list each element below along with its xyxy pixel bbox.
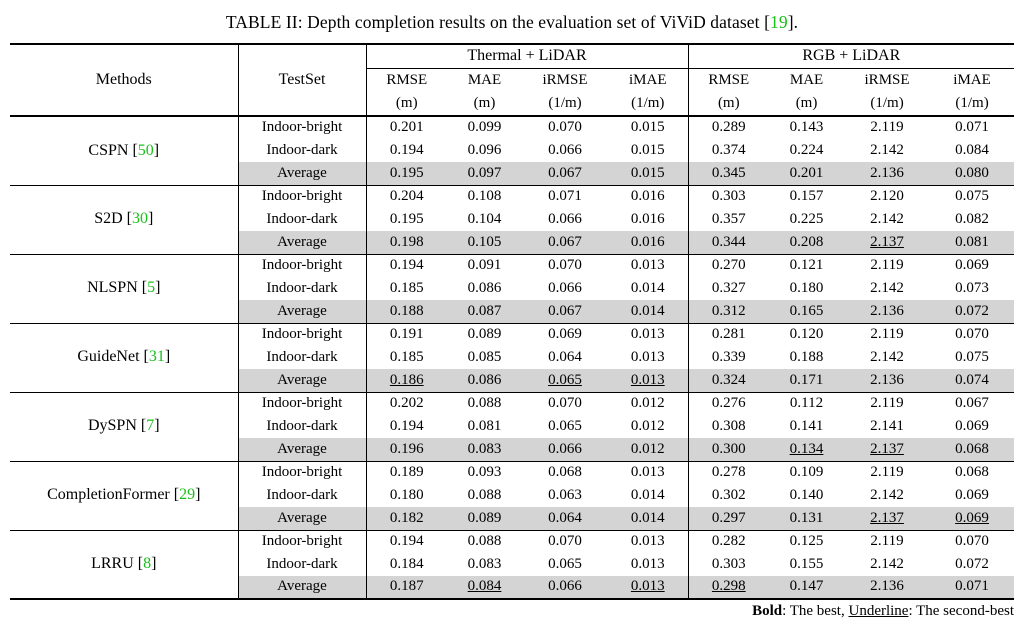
metric-value: 2.119 [870, 257, 904, 274]
table-row [10, 323, 1014, 346]
header-unit-1: (m) [447, 92, 522, 116]
caption-prefix: TABLE II: Depth completion results on the evaluation set of ViViD dataset [ [225, 12, 770, 32]
metric-value: 0.191 [389, 326, 424, 343]
method-citation: 8 [143, 555, 152, 573]
metric-value: 0.066 [522, 438, 608, 461]
header-metric-7: iMAE [953, 71, 991, 88]
testset-name: Indoor-dark [238, 346, 366, 369]
header-group-rgb: RGB + LiDAR [688, 44, 1014, 68]
metric-value: 0.064 [548, 348, 582, 365]
metric-value: 0.015 [608, 162, 688, 185]
metric-value: 0.070 [548, 119, 582, 136]
caption-citation: 19 [770, 12, 788, 32]
method-label: S2D [94, 210, 123, 228]
metric-value: 0.013 [608, 530, 688, 553]
method-name: CompletionFormer [29] [10, 461, 238, 530]
method-citation: 31 [148, 348, 165, 366]
metric-value: 0.013 [608, 553, 688, 576]
method-label: CompletionFormer [47, 486, 170, 504]
metric-value: 0.069 [930, 507, 1014, 530]
header-unit-7: (1/m) [930, 92, 1014, 116]
metric-value: 0.067 [522, 300, 608, 323]
metric-value: 0.013 [608, 369, 688, 392]
metric-value: 0.194 [389, 257, 424, 274]
header-metric-6: iRMSE [864, 71, 910, 88]
metric-value: 0.202 [389, 395, 424, 412]
metric-value: 0.188 [366, 300, 447, 323]
method-label: GuideNet [77, 348, 140, 366]
metric-value: 0.180 [389, 486, 424, 503]
metric-value: 0.012 [608, 415, 688, 438]
metric-value: 0.064 [522, 507, 608, 530]
metric-value: 0.084 [447, 576, 522, 599]
testset-name: Indoor-dark [238, 415, 366, 438]
metric-value: 0.276 [711, 395, 746, 412]
metric-value: 0.088 [467, 395, 502, 412]
metric-value: 0.072 [955, 555, 989, 572]
metric-value: 0.074 [930, 369, 1014, 392]
metric-value: 2.136 [844, 300, 930, 323]
metric-value: 0.105 [447, 231, 522, 254]
metric-value: 0.109 [789, 464, 824, 481]
metric-value: 0.339 [711, 348, 746, 365]
metric-value: 0.069 [955, 417, 989, 434]
metric-value: 0.068 [955, 464, 989, 481]
metric-value: 0.066 [548, 210, 582, 227]
metric-value: 0.081 [930, 231, 1014, 254]
metric-value: 0.182 [366, 507, 447, 530]
testset-name: Indoor-dark [238, 484, 366, 507]
metric-value: 0.014 [608, 484, 688, 507]
table-footnote [10, 603, 1014, 620]
header-unit-6: (1/m) [844, 92, 930, 116]
metric-value: 0.071 [955, 119, 989, 136]
testset-name: Indoor-bright [238, 185, 366, 208]
metric-value: 0.270 [711, 257, 746, 274]
metric-value: 0.070 [955, 326, 989, 343]
metric-value: 0.185 [389, 348, 424, 365]
metric-value: 0.066 [522, 576, 608, 599]
metric-value: 2.119 [870, 119, 904, 136]
metric-value: 0.016 [608, 185, 688, 208]
metric-value: 0.080 [930, 162, 1014, 185]
testset-name: Indoor-dark [238, 553, 366, 576]
metric-value: 2.137 [844, 438, 930, 461]
header-unit-2: (1/m) [522, 92, 608, 116]
metric-value: 0.131 [769, 507, 844, 530]
metric-value: 2.141 [870, 417, 904, 434]
metric-value: 0.188 [789, 348, 824, 365]
header-unit-0: (m) [366, 92, 447, 116]
metric-value: 0.281 [711, 326, 746, 343]
metric-value: 0.344 [688, 231, 769, 254]
metric-value: 2.142 [870, 348, 904, 365]
footnote-underline-text: : The second-best [908, 603, 1014, 619]
testset-name: Average [238, 507, 366, 530]
testset-name: Indoor-bright [238, 530, 366, 553]
metric-value: 0.014 [608, 300, 688, 323]
metric-value: 0.012 [608, 438, 688, 461]
testset-name: Indoor-bright [238, 254, 366, 277]
caption-suffix: ]. [787, 12, 799, 32]
method-label: NLSPN [87, 279, 138, 297]
metric-value: 0.303 [711, 555, 746, 572]
metric-value: 0.289 [711, 119, 746, 136]
metric-value: 0.084 [955, 141, 989, 158]
method-citation: 5 [147, 279, 156, 297]
table-caption [10, 12, 1014, 33]
footnote-underline-label: Underline [848, 603, 909, 619]
header-metric-4: RMSE [708, 71, 750, 88]
testset-name: Average [238, 300, 366, 323]
metric-value: 2.120 [870, 188, 904, 205]
metric-value: 0.099 [467, 119, 502, 136]
metric-value: 0.140 [789, 486, 824, 503]
testset-name: Average [238, 231, 366, 254]
method-name: LRRU [8] [10, 530, 238, 599]
metric-value: 0.069 [955, 257, 989, 274]
metric-value: 2.136 [844, 162, 930, 185]
header-metric-1: MAE [467, 71, 502, 88]
testset-name: Indoor-bright [238, 392, 366, 415]
metric-value: 0.327 [711, 279, 746, 296]
metric-value: 0.075 [955, 188, 989, 205]
metric-value: 0.180 [789, 279, 824, 296]
testset-name: Indoor-dark [238, 277, 366, 300]
method-citation: 29 [179, 486, 196, 504]
metric-value: 0.297 [688, 507, 769, 530]
metric-value: 0.081 [467, 417, 502, 434]
metric-value: 0.120 [789, 326, 824, 343]
metric-value: 0.070 [955, 533, 989, 550]
metric-value: 0.134 [769, 438, 844, 461]
metric-value: 0.302 [711, 486, 746, 503]
metric-value: 0.324 [688, 369, 769, 392]
metric-value: 0.194 [389, 417, 424, 434]
metric-value: 0.308 [711, 417, 746, 434]
method-name: GuideNet [31] [10, 323, 238, 392]
metric-value: 0.063 [548, 486, 582, 503]
results-table [10, 43, 1014, 600]
metric-value: 2.137 [844, 231, 930, 254]
table-row [10, 185, 1014, 208]
metric-value: 0.125 [789, 533, 824, 550]
testset-name: Indoor-dark [238, 139, 366, 162]
metric-value: 0.070 [548, 395, 582, 412]
testset-name: Indoor-bright [238, 116, 366, 139]
metric-value: 0.300 [688, 438, 769, 461]
metric-value: 0.147 [769, 576, 844, 599]
metric-value: 0.013 [608, 254, 688, 277]
testset-name: Average [238, 162, 366, 185]
metric-value: 0.089 [447, 507, 522, 530]
metric-value: 0.112 [789, 395, 824, 412]
metric-value: 2.119 [870, 464, 904, 481]
metric-value: 0.201 [389, 119, 424, 136]
metric-value: 0.013 [608, 576, 688, 599]
metric-value: 2.142 [870, 141, 904, 158]
metric-value: 0.066 [548, 141, 582, 158]
footnote-bold-label: Bold [752, 603, 783, 619]
metric-value: 0.194 [389, 141, 424, 158]
metric-value: 0.013 [608, 346, 688, 369]
metric-value: 2.142 [870, 486, 904, 503]
metric-value: 0.155 [789, 555, 824, 572]
metric-value: 2.136 [844, 369, 930, 392]
testset-name: Indoor-dark [238, 208, 366, 231]
header-metric-5: MAE [789, 71, 824, 88]
metric-value: 0.065 [548, 555, 582, 572]
metric-value: 0.013 [608, 323, 688, 346]
metric-value: 0.070 [548, 533, 582, 550]
metric-value: 0.075 [955, 348, 989, 365]
metric-value: 0.073 [955, 279, 989, 296]
metric-value: 0.282 [711, 533, 746, 550]
testset-name: Indoor-bright [238, 461, 366, 484]
metric-value: 0.015 [608, 139, 688, 162]
header-metric-3: iMAE [608, 68, 688, 92]
metric-value: 0.066 [548, 279, 582, 296]
metric-value: 0.189 [389, 464, 424, 481]
method-citation: 50 [137, 141, 154, 159]
metric-value: 0.083 [467, 555, 502, 572]
metric-value: 0.087 [447, 300, 522, 323]
metric-value: 0.121 [789, 257, 824, 274]
header-group-row [10, 44, 1014, 68]
header-testset: TestSet [238, 44, 366, 116]
metric-value: 2.119 [870, 395, 904, 412]
metric-value: 0.171 [769, 369, 844, 392]
metric-value: 0.065 [522, 369, 608, 392]
metric-value: 0.185 [389, 279, 424, 296]
metric-value: 0.196 [366, 438, 447, 461]
metric-value: 0.374 [711, 141, 746, 158]
metric-value: 0.157 [789, 188, 824, 205]
metric-value: 0.014 [608, 507, 688, 530]
metric-value: 0.357 [711, 210, 746, 227]
header-unit-3: (1/m) [608, 92, 688, 116]
testset-name: Indoor-bright [238, 323, 366, 346]
metric-value: 0.085 [467, 348, 502, 365]
metric-value: 0.096 [467, 141, 502, 158]
metric-value: 0.072 [930, 300, 1014, 323]
metric-value: 0.198 [366, 231, 447, 254]
table-row [10, 530, 1014, 553]
metric-value: 0.015 [608, 116, 688, 139]
testset-name: Average [238, 369, 366, 392]
method-name: CSPN [50] [10, 116, 238, 185]
metric-value: 0.194 [389, 533, 424, 550]
metric-value: 0.195 [389, 210, 424, 227]
metric-value: 0.208 [769, 231, 844, 254]
method-name: NLSPN [5] [10, 254, 238, 323]
metric-value: 0.143 [789, 119, 824, 136]
method-name: S2D [30] [10, 185, 238, 254]
method-citation: 30 [131, 210, 148, 228]
header-metric-0: RMSE [386, 71, 428, 88]
table-row [10, 392, 1014, 415]
metric-value: 0.224 [789, 141, 824, 158]
metric-value: 0.201 [769, 162, 844, 185]
header-metric-2: iRMSE [542, 71, 588, 88]
metric-value: 0.104 [467, 210, 502, 227]
metric-value: 0.345 [688, 162, 769, 185]
metric-value: 0.067 [522, 231, 608, 254]
metric-value: 0.088 [467, 486, 502, 503]
metric-value: 0.016 [608, 231, 688, 254]
metric-value: 0.165 [769, 300, 844, 323]
testset-name: Average [238, 576, 366, 599]
metric-value: 0.187 [366, 576, 447, 599]
header-unit-4: (m) [688, 92, 769, 116]
metric-value: 0.082 [955, 210, 989, 227]
metric-value: 0.071 [930, 576, 1014, 599]
metric-value: 0.068 [548, 464, 582, 481]
metric-value: 0.069 [548, 326, 582, 343]
footnote-bold-text: : The best, [782, 603, 849, 619]
metric-value: 0.065 [548, 417, 582, 434]
metric-value: 2.119 [870, 533, 904, 550]
metric-value: 2.142 [870, 210, 904, 227]
metric-value: 0.091 [467, 257, 502, 274]
method-name: DySPN [7] [10, 392, 238, 461]
metric-value: 0.186 [366, 369, 447, 392]
metric-value: 0.312 [688, 300, 769, 323]
metric-value: 0.086 [467, 279, 502, 296]
metric-value: 0.184 [389, 555, 424, 572]
method-label: DySPN [87, 417, 137, 435]
metric-value: 0.086 [447, 369, 522, 392]
header-group-thermal: Thermal + LiDAR [366, 44, 688, 68]
header-unit-5: (m) [769, 92, 844, 116]
metric-value: 0.070 [548, 257, 582, 274]
metric-value: 0.108 [467, 188, 502, 205]
method-label: LRRU [91, 555, 134, 573]
method-citation: 7 [146, 417, 155, 435]
metric-value: 0.016 [608, 208, 688, 231]
metric-value: 0.089 [467, 326, 502, 343]
metric-value: 0.298 [688, 576, 769, 599]
metric-value: 0.204 [389, 188, 424, 205]
metric-value: 2.142 [870, 279, 904, 296]
header-methods: Methods [10, 44, 238, 116]
metric-value: 2.137 [844, 507, 930, 530]
metric-value: 0.013 [608, 461, 688, 484]
table-row [10, 116, 1014, 139]
metric-value: 0.071 [548, 188, 582, 205]
metric-value: 2.119 [870, 326, 904, 343]
metric-value: 0.141 [789, 417, 824, 434]
metric-value: 0.093 [467, 464, 502, 481]
metric-value: 0.097 [447, 162, 522, 185]
metric-value: 0.083 [447, 438, 522, 461]
table-row [10, 461, 1014, 484]
metric-value: 2.142 [870, 555, 904, 572]
metric-value: 0.303 [711, 188, 746, 205]
method-label: CSPN [88, 141, 129, 159]
metric-value: 2.136 [844, 576, 930, 599]
table-row [10, 254, 1014, 277]
metric-value: 0.067 [955, 395, 989, 412]
metric-value: 0.225 [789, 210, 824, 227]
metric-value: 0.068 [930, 438, 1014, 461]
metric-value: 0.278 [711, 464, 746, 481]
metric-value: 0.014 [608, 277, 688, 300]
testset-name: Average [238, 438, 366, 461]
metric-value: 0.088 [467, 533, 502, 550]
metric-value: 0.069 [955, 486, 989, 503]
metric-value: 0.067 [522, 162, 608, 185]
metric-value: 0.012 [608, 392, 688, 415]
metric-value: 0.195 [366, 162, 447, 185]
